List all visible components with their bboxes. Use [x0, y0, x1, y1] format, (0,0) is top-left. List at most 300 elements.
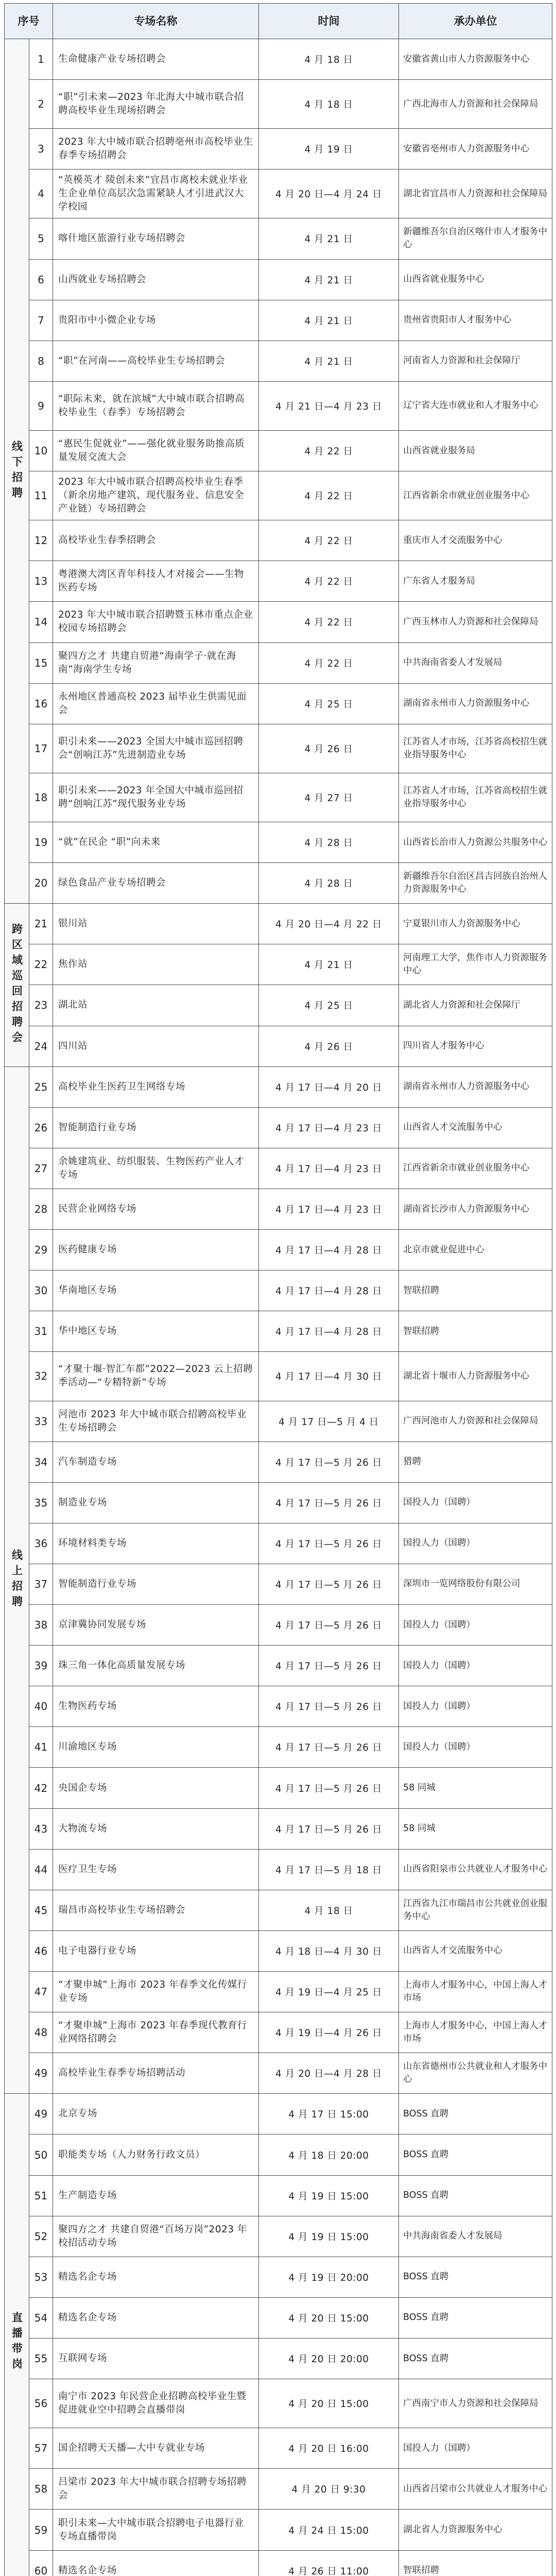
- row-index: 36: [29, 1523, 53, 1564]
- table-row: [5, 642, 552, 683]
- row-index: 27: [29, 1148, 53, 1189]
- table-row: [5, 1849, 552, 1890]
- table-row: [5, 259, 552, 300]
- session-name: 南宁市 2023 年民营企业招聘高校毕业生暨促进就业空中招聘会直播带岗: [53, 2379, 259, 2428]
- host-org: 重庆市人才交流服务中心: [399, 520, 552, 561]
- host-org: 国投人力（国聘）: [399, 1605, 552, 1646]
- session-time: 4 月 27 日: [259, 773, 399, 822]
- category-cell: 直播带岗: [5, 2094, 29, 2576]
- session-name: 医药健康专场: [53, 1230, 259, 1270]
- session-name: 京津冀协同发展专场: [53, 1605, 259, 1646]
- table-row: [5, 2297, 552, 2338]
- host-org: 广西北海市人力资源和社会保障局: [399, 80, 552, 129]
- host-org: 上海市人才服务中心，中国上海人才市场: [399, 2012, 552, 2053]
- row-index: 8: [29, 341, 53, 381]
- session-time: 4 月 17 日—4 月 23 日: [259, 1107, 399, 1148]
- row-index: 4: [29, 170, 53, 218]
- host-org: BOSS 直聘: [399, 2338, 552, 2379]
- host-org: 深圳市一览网络股份有限公司: [399, 1564, 552, 1604]
- session-name: “就”在民企 “职”向未来: [53, 822, 259, 862]
- row-index: 7: [29, 300, 53, 341]
- session-name: 珠三角一体化高质量发展专场: [53, 1646, 259, 1686]
- row-index: 39: [29, 1646, 53, 1686]
- session-name: 聚四方之才 共建自贸港“百场万岗”2023 年校招活动专场: [53, 2216, 259, 2257]
- session-name: “才聚申城”上海市 2023 年春季文化传媒行业专场: [53, 1972, 259, 2012]
- row-index: 56: [29, 2379, 53, 2428]
- session-name: 制造业专场: [53, 1482, 259, 1523]
- row-index: 54: [29, 2297, 53, 2338]
- session-time: 4 月 20 日 20:00: [259, 2338, 399, 2379]
- session-name: 汽车制造专场: [53, 1442, 259, 1482]
- table-row: [5, 1605, 552, 1646]
- row-index: 60: [29, 2550, 53, 2576]
- table-row: [5, 1270, 552, 1311]
- table-row: [5, 1482, 552, 1523]
- session-name: 吕梁市 2023 年大中城市联合招聘专场招聘会: [53, 2469, 259, 2510]
- schedule-body: [5, 39, 552, 2576]
- row-index: 16: [29, 683, 53, 724]
- row-index: 57: [29, 2428, 53, 2469]
- row-index: 52: [29, 2216, 53, 2257]
- table-row: [5, 1026, 552, 1066]
- table-row: [5, 39, 552, 80]
- host-org: 广东省人才服务局: [399, 561, 552, 602]
- category-cell: 线上招聘: [5, 1066, 29, 2094]
- row-index: 45: [29, 1890, 53, 1930]
- header-name: 专场名称: [53, 4, 259, 39]
- table-row: [5, 2338, 552, 2379]
- table-row: [5, 1401, 552, 1442]
- host-org: BOSS 直聘: [399, 2297, 552, 2338]
- session-time: 4 月 25 日: [259, 985, 399, 1026]
- table-row: [5, 1352, 552, 1401]
- session-name: 聚四方之才 共建自贸港“海南学子·就在海南”海南学生专场: [53, 642, 259, 683]
- host-org: 中共海南省委人才发展局: [399, 2216, 552, 2257]
- session-name: 永州地区普通高校 2023 届毕业生供需见面会: [53, 683, 259, 724]
- session-name: 生产制造专场: [53, 2175, 259, 2216]
- table-row: [5, 1727, 552, 1768]
- session-name: 银川站: [53, 904, 259, 944]
- session-time: 4 月 17 日—4 月 20 日: [259, 1066, 399, 1107]
- host-org: 湖北省十堰市人力资源服务中心: [399, 1352, 552, 1401]
- session-name: 2023 年大中城市联合招聘亳州市高校毕业生春季专场招聘会: [53, 129, 259, 170]
- session-time: 4 月 19 日 20:00: [259, 2257, 399, 2297]
- session-name: 高校毕业生春季专场招聘活动: [53, 2053, 259, 2094]
- session-name: 智能制造行业专场: [53, 1107, 259, 1148]
- row-index: 3: [29, 129, 53, 170]
- host-org: 国投人力（国聘）: [399, 2428, 552, 2469]
- host-org: 湖北省宜昌市人力资源和社会保障局: [399, 170, 552, 218]
- row-index: 25: [29, 1066, 53, 1107]
- row-index: 33: [29, 1401, 53, 1442]
- table-row: [5, 561, 552, 602]
- host-org: 58 同城: [399, 1768, 552, 1808]
- session-time: 4 月 17 日—5 月 26 日: [259, 1646, 399, 1686]
- table-row: [5, 430, 552, 471]
- session-time: 4 月 19 日 15:00: [259, 2175, 399, 2216]
- session-time: 4 月 18 日: [259, 39, 399, 80]
- row-index: 6: [29, 259, 53, 300]
- row-index: 24: [29, 1026, 53, 1066]
- row-index: 51: [29, 2175, 53, 2216]
- table-row: [5, 1189, 552, 1229]
- session-name: 职引未来——2023 年全国大中城市巡回招聘“创响江苏”现代服务业专场: [53, 773, 259, 822]
- host-org: 山西省长治市人力资源公共服务中心: [399, 822, 552, 862]
- row-index: 48: [29, 2012, 53, 2053]
- session-time: 4 月 17 日—5 月 26 日: [259, 1808, 399, 1849]
- table-row: [5, 341, 552, 381]
- session-name: 喀什地区旅游行业专场招聘会: [53, 218, 259, 259]
- host-org: 湖北省人力资源和社会保障厅: [399, 985, 552, 1026]
- table-row: [5, 471, 552, 520]
- host-org: BOSS 直聘: [399, 2134, 552, 2175]
- host-org: BOSS 直聘: [399, 2094, 552, 2134]
- row-index: 58: [29, 2469, 53, 2510]
- session-time: 4 月 17 日—5 月 26 日: [259, 1727, 399, 1768]
- host-org: 山西省人才交流服务中心: [399, 1930, 552, 1971]
- session-time: 4 月 25 日: [259, 683, 399, 724]
- session-name: 湖北站: [53, 985, 259, 1026]
- session-name: 职引未来—大中城市联合招聘电子电器行业专场直播带岗: [53, 2510, 259, 2550]
- session-time: 4 月 17 日—5 月 26 日: [259, 1768, 399, 1808]
- session-time: 4 月 22 日: [259, 642, 399, 683]
- host-org: 江西省九江市瑞昌市公共就业创业服务中心: [399, 1890, 552, 1930]
- session-name: 2023 年大中城市联合招聘暨玉林市重点企业校园专场招聘会: [53, 602, 259, 642]
- session-time: 4 月 21 日—4 月 23 日: [259, 381, 399, 430]
- row-index: 50: [29, 2134, 53, 2175]
- row-index: 29: [29, 1230, 53, 1270]
- row-index: 14: [29, 602, 53, 642]
- header-time: 时间: [259, 4, 399, 39]
- session-name: 精选名企专场: [53, 2297, 259, 2338]
- session-name: 精选名企专场: [53, 2257, 259, 2297]
- table-row: [5, 1066, 552, 1107]
- session-name: 华中地区专场: [53, 1311, 259, 1352]
- table-row: [5, 1564, 552, 1604]
- host-org: 国投人力（国聘）: [399, 1727, 552, 1768]
- session-name: 互联网专场: [53, 2338, 259, 2379]
- table-row: [5, 863, 552, 904]
- session-name: 高校毕业生春季招聘会: [53, 520, 259, 561]
- host-org: BOSS 直聘: [399, 2257, 552, 2297]
- row-index: 9: [29, 381, 53, 430]
- row-index: 55: [29, 2338, 53, 2379]
- row-index: 28: [29, 1189, 53, 1229]
- table-row: [5, 1646, 552, 1686]
- session-name: 民营企业网络专场: [53, 1189, 259, 1229]
- host-org: 江西省新余市就业创业服务中心: [399, 471, 552, 520]
- session-time: 4 月 18 日: [259, 1890, 399, 1930]
- session-name: 北京专场: [53, 2094, 259, 2134]
- table-row: [5, 1230, 552, 1270]
- table-row: [5, 2510, 552, 2550]
- row-index: 12: [29, 520, 53, 561]
- table-row: [5, 170, 552, 218]
- host-org: 中共海南省委人才发展局: [399, 642, 552, 683]
- session-time: 4 月 21 日: [259, 218, 399, 259]
- session-time: 4 月 20 日 9:30: [259, 2469, 399, 2510]
- row-index: 47: [29, 1972, 53, 2012]
- session-name: 华南地区专场: [53, 1270, 259, 1311]
- session-time: 4 月 22 日: [259, 602, 399, 642]
- session-time: 4 月 20 日 15:00: [259, 2379, 399, 2428]
- session-name: 国企招聘天天播—大中专就业专场: [53, 2428, 259, 2469]
- session-time: 4 月 20 日 16:00: [259, 2428, 399, 2469]
- row-index: 40: [29, 1686, 53, 1727]
- row-index: 42: [29, 1768, 53, 1808]
- row-index: 38: [29, 1605, 53, 1646]
- table-row: [5, 218, 552, 259]
- session-time: 4 月 19 日—4 月 26 日: [259, 2012, 399, 2053]
- host-org: 智联招聘: [399, 2550, 552, 2576]
- row-index: 49: [29, 2094, 53, 2134]
- table-row: [5, 2216, 552, 2257]
- session-time: 4 月 17 日 15:00: [259, 2094, 399, 2134]
- session-time: 4 月 21 日: [259, 944, 399, 985]
- row-index: 23: [29, 985, 53, 1026]
- table-row: [5, 1686, 552, 1727]
- table-row: [5, 520, 552, 561]
- row-index: 19: [29, 822, 53, 862]
- table-row: [5, 1808, 552, 1849]
- table-row: [5, 1972, 552, 2012]
- session-name: 大物流专场: [53, 1808, 259, 1849]
- session-name: 山西就业专场招聘会: [53, 259, 259, 300]
- host-org: 广西河池市人力资源和社会保障局: [399, 1401, 552, 1442]
- host-org: 江西省新余市就业创业服务中心: [399, 1148, 552, 1189]
- row-index: 30: [29, 1270, 53, 1311]
- table-row: [5, 2012, 552, 2053]
- session-time: 4 月 28 日: [259, 822, 399, 862]
- row-index: 26: [29, 1107, 53, 1148]
- table-row: [5, 724, 552, 773]
- row-index: 44: [29, 1849, 53, 1890]
- row-index: 49: [29, 2053, 53, 2094]
- row-index: 18: [29, 773, 53, 822]
- table-row: [5, 2257, 552, 2297]
- table-row: [5, 300, 552, 341]
- host-org: 江苏省人才市场，江苏省高校招生就业指导服务中心: [399, 773, 552, 822]
- session-time: 4 月 20 日 15:00: [259, 2297, 399, 2338]
- table-row: [5, 2134, 552, 2175]
- session-name: 职能类专场（人力财务行政文员）: [53, 2134, 259, 2175]
- host-org: 江苏省人才市场，江苏省高校招生就业指导服务中心: [399, 724, 552, 773]
- session-time: 4 月 18 日—4 月 30 日: [259, 1930, 399, 1971]
- host-org: 广西玉林市人力资源和社会保障局: [399, 602, 552, 642]
- table-row: [5, 602, 552, 642]
- header-index: 序号: [5, 4, 53, 39]
- session-name: 央国企专场: [53, 1768, 259, 1808]
- session-time: 4 月 17 日—5 月 18 日: [259, 1849, 399, 1890]
- session-name: 职引未来——2023 全国大中城市巡回招聘会“创响江苏”先进制造业专场: [53, 724, 259, 773]
- session-time: 4 月 22 日: [259, 561, 399, 602]
- row-index: 32: [29, 1352, 53, 1401]
- session-name: 河池市 2023 年大中城市联合招聘高校毕业生专场招聘会: [53, 1401, 259, 1442]
- host-org: 山东省德州市公共就业和人才服务中心: [399, 2053, 552, 2094]
- host-org: 新疆维吾尔自治区昌吉回族自治州人力资源服务中心: [399, 863, 552, 904]
- table-row: [5, 1930, 552, 1971]
- session-name: 瑞昌市高校毕业生专场招聘会: [53, 1890, 259, 1930]
- session-time: 4 月 21 日: [259, 259, 399, 300]
- row-index: 10: [29, 430, 53, 471]
- session-time: 4 月 17 日—5 月 26 日: [259, 1523, 399, 1564]
- session-time: 4 月 17 日—5 月 26 日: [259, 1442, 399, 1482]
- host-org: 广西南宁市人力资源和社会保障局: [399, 2379, 552, 2428]
- row-index: 22: [29, 944, 53, 985]
- host-org: 国投人力（国聘）: [399, 1523, 552, 1564]
- session-name: 余姚建筑业、纺织服装、生物医药产业人才专场: [53, 1148, 259, 1189]
- schedule-table: [4, 3, 552, 2576]
- host-org: 宁夏银川市人力资源服务中心: [399, 904, 552, 944]
- host-org: 北京市就业促进中心: [399, 1230, 552, 1270]
- row-index: 11: [29, 471, 53, 520]
- table-row: [5, 2550, 552, 2576]
- table-row: [5, 80, 552, 129]
- host-org: 辽宁省大连市就业和人才服务中心: [399, 381, 552, 430]
- session-time: 4 月 24 日 15:00: [259, 2510, 399, 2550]
- session-name: 生物医药专场: [53, 1686, 259, 1727]
- session-name: 电子电器行业专场: [53, 1930, 259, 1971]
- session-time: 4 月 17 日—5 月 26 日: [259, 1686, 399, 1727]
- session-name: 川渝地区专场: [53, 1727, 259, 1768]
- session-time: 4 月 26 日 11:00: [259, 2550, 399, 2576]
- table-row: [5, 2379, 552, 2428]
- row-index: 31: [29, 1311, 53, 1352]
- header-org: 承办单位: [399, 4, 552, 39]
- row-index: 35: [29, 1482, 53, 1523]
- host-org: 河南理工大学，焦作市人力资源服务中心: [399, 944, 552, 985]
- category-cell: 线下招聘: [5, 39, 29, 904]
- row-index: 21: [29, 904, 53, 944]
- session-name: “职际未来，就在滨城”大中城市联合招聘高校毕业生（春季）专场招聘会: [53, 381, 259, 430]
- row-index: 46: [29, 1930, 53, 1971]
- host-org: 湖南省长沙市人力资源服务中心: [399, 1189, 552, 1229]
- session-time: 4 月 19 日 15:00: [259, 2216, 399, 2257]
- session-time: 4 月 26 日: [259, 724, 399, 773]
- row-index: 37: [29, 1564, 53, 1604]
- session-time: 4 月 17 日—4 月 23 日: [259, 1148, 399, 1189]
- table-row: [5, 822, 552, 862]
- row-index: 43: [29, 1808, 53, 1849]
- table-row: [5, 2053, 552, 2094]
- session-name: “职”在河南——高校毕业生专场招聘会: [53, 341, 259, 381]
- table-row: [5, 2428, 552, 2469]
- session-time: 4 月 20 日—4 月 22 日: [259, 904, 399, 944]
- session-time: 4 月 19 日: [259, 129, 399, 170]
- table-row: [5, 944, 552, 985]
- session-name: 高校毕业生医药卫生网络专场: [53, 1066, 259, 1107]
- row-index: 41: [29, 1727, 53, 1768]
- session-time: 4 月 20 日—4 月 28 日: [259, 2053, 399, 2094]
- table-row: [5, 773, 552, 822]
- host-org: 山西省就业服务中心: [399, 259, 552, 300]
- table-row: [5, 904, 552, 944]
- session-name: “惠民生促就业”——强化就业服务助推高质量发展交流大会: [53, 430, 259, 471]
- session-time: 4 月 19 日—4 月 25 日: [259, 1972, 399, 2012]
- session-time: 4 月 17 日—4 月 23 日: [259, 1189, 399, 1229]
- row-index: 15: [29, 642, 53, 683]
- session-time: 4 月 17 日—4 月 28 日: [259, 1311, 399, 1352]
- table-row: [5, 683, 552, 724]
- session-time: 4 月 18 日: [259, 80, 399, 129]
- session-time: 4 月 17 日—5 月 26 日: [259, 1482, 399, 1523]
- session-name: 粤港澳大湾区青年科技人才对接会——生物医药专场: [53, 561, 259, 602]
- row-index: 1: [29, 39, 53, 80]
- session-name: 绿色食品产业专场招聘会: [53, 863, 259, 904]
- category-cell: 跨区域巡回招聘会: [5, 904, 29, 1066]
- session-name: 精选名企专场: [53, 2550, 259, 2576]
- session-name: 贵阳市中小微企业专场: [53, 300, 259, 341]
- session-time: 4 月 17 日—5 月 4 日: [259, 1401, 399, 1442]
- row-index: 34: [29, 1442, 53, 1482]
- table-row: [5, 1442, 552, 1482]
- row-index: 20: [29, 863, 53, 904]
- row-index: 2: [29, 80, 53, 129]
- host-org: 新疆维吾尔自治区喀什市人才服务中心: [399, 218, 552, 259]
- session-time: 4 月 17 日—4 月 28 日: [259, 1270, 399, 1311]
- host-org: 山西省人才交流服务中心: [399, 1107, 552, 1148]
- session-time: 4 月 17 日—5 月 26 日: [259, 1605, 399, 1646]
- host-org: 湖南省永州市人力资源服务中心: [399, 1066, 552, 1107]
- jobfair-schedule-sheet: [4, 3, 552, 2576]
- table-row: [5, 1523, 552, 1564]
- row-index: 17: [29, 724, 53, 773]
- host-org: 智联招聘: [399, 1270, 552, 1311]
- host-org: 湖北省人力资源服务中心: [399, 2510, 552, 2550]
- host-org: 智联招聘: [399, 1311, 552, 1352]
- host-org: 58 同城: [399, 1808, 552, 1849]
- session-name: “英模英才 陵创未来”宜昌市离校未就业毕业生企业单位高层次急需紧缺人才引进武汉大学校园: [53, 170, 259, 218]
- table-row: [5, 381, 552, 430]
- session-name: 智能制造行业专场: [53, 1564, 259, 1604]
- session-name: “才聚申城”上海市 2023 年春季现代教育行业网络招聘会: [53, 2012, 259, 2053]
- session-time: 4 月 26 日: [259, 1026, 399, 1066]
- table-row: [5, 1768, 552, 1808]
- host-org: 湖南省永州市人力资源服务中心: [399, 683, 552, 724]
- session-time: 4 月 21 日: [259, 300, 399, 341]
- host-org: 国投人力（国聘）: [399, 1646, 552, 1686]
- host-org: 国投人力（国聘）: [399, 1686, 552, 1727]
- session-name: 生命健康产业专场招聘会: [53, 39, 259, 80]
- host-org: BOSS 直聘: [399, 2175, 552, 2216]
- host-org: 河南省人力资源和社会保障厅: [399, 341, 552, 381]
- host-org: 四川省人才服务中心: [399, 1026, 552, 1066]
- session-name: 2023 年大中城市联合招聘高校毕业生春季（新余房地产建筑、现代服务业、信息安全产业链）专场招聘会: [53, 471, 259, 520]
- host-org: 安徽省亳州市人力资源服务中心: [399, 129, 552, 170]
- host-org: 贵州省贵阳市人才服务中心: [399, 300, 552, 341]
- session-time: 4 月 17 日—4 月 30 日: [259, 1352, 399, 1401]
- session-time: 4 月 18 日 20:00: [259, 2134, 399, 2175]
- session-name: “才聚十堰·智汇车都”2022—2023 云上招聘季活动—“专精特新”专场: [53, 1352, 259, 1401]
- host-org: 上海市人才服务中心，中国上海人才市场: [399, 1972, 552, 2012]
- host-org: 猎聘: [399, 1442, 552, 1482]
- row-index: 53: [29, 2257, 53, 2297]
- session-time: 4 月 21 日: [259, 341, 399, 381]
- session-time: 4 月 28 日: [259, 863, 399, 904]
- session-time: 4 月 17 日—4 月 28 日: [259, 1230, 399, 1270]
- host-org: 山西省阳泉市公共就业人才服务中心: [399, 1849, 552, 1890]
- table-row: [5, 1148, 552, 1189]
- row-index: 13: [29, 561, 53, 602]
- header-row: [5, 4, 552, 39]
- session-time: 4 月 22 日: [259, 471, 399, 520]
- host-org: 山西省就业服务局: [399, 430, 552, 471]
- session-name: 医疗卫生专场: [53, 1849, 259, 1890]
- session-name: 四川站: [53, 1026, 259, 1066]
- session-time: 4 月 22 日: [259, 520, 399, 561]
- table-row: [5, 2094, 552, 2134]
- host-org: 安徽省黄山市人力资源服务中心: [399, 39, 552, 80]
